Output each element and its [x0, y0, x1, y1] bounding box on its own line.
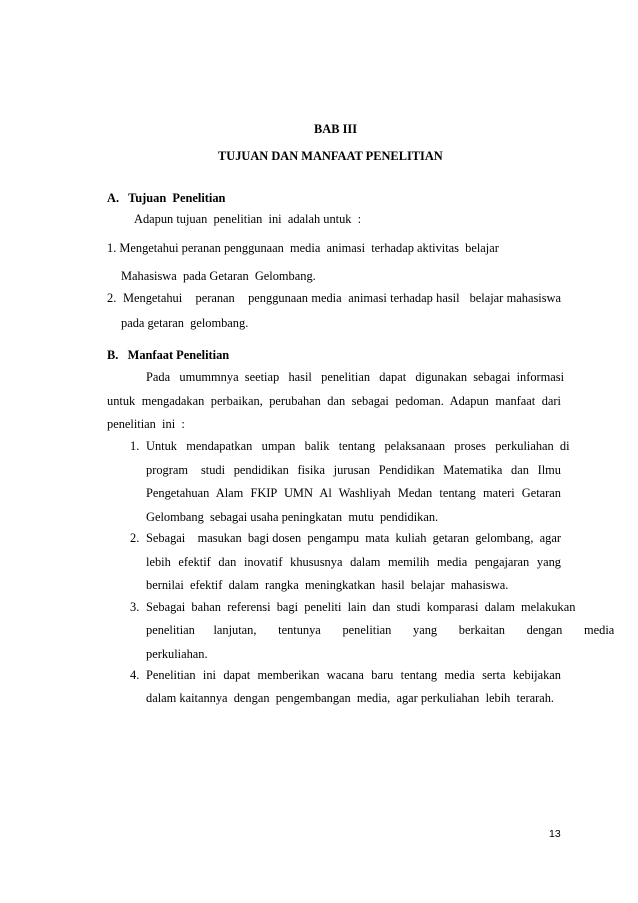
benefit-item-1-line-1: Untuk mendapatkan umpan balik tentang pelaksanaan proses perkuliahan di: [146, 439, 570, 453]
page-number: 13: [549, 828, 561, 840]
benefit-item-3-line-3: perkuliahan.: [146, 647, 208, 661]
section-b-heading: B. Manfaat Penelitian: [107, 348, 230, 362]
benefit-item-3-line-1: Sebagai bahan referensi bagi peneliti lain dan studi komparasi dalam melakukan: [146, 600, 576, 614]
goal-item-1-line-2: Mahasiswa pada Getaran Gelombang.: [121, 269, 316, 283]
chapter-title: TUJUAN DAN MANFAAT PENELITIAN: [218, 149, 443, 163]
goal-item-2-line-2: pada getaran gelombang.: [121, 316, 249, 330]
section-a-intro: Adapun tujuan penelitian ini adalah untuk :: [134, 212, 362, 226]
benefit-item-2-line-3: bernilai efektif dalam rangka meningkatkan hasil belajar mahasiswa.: [146, 578, 509, 592]
benefit-item-4-line-2: dalam kaitannya dengan pengembangan media, agar perkuliahan lebih terarah.: [146, 691, 555, 705]
chapter-number: BAB III: [314, 122, 358, 136]
benefit-item-1-line-3: Pengetahuan Alam FKIP UMN Al Washliyah Medan tentang materi Getaran: [146, 486, 561, 500]
goal-item-2-line-1: 2. Mengetahui peranan penggunaan media animasi terhadap hasil belajar mahasiswa: [107, 291, 561, 305]
benefit-item-1-line-2: program studi pendidikan fisika jurusan Pendidikan Matematika dan Ilmu: [146, 463, 561, 477]
section-b-intro-line-3: penelitian ini :: [107, 417, 185, 431]
benefit-item-3-number: 3.: [130, 600, 140, 614]
benefit-item-4-number: 4.: [130, 668, 140, 682]
section-b-intro-line-2: untuk mengadakan perbaikan, perubahan dan sebagai pedoman. Adapun manfaat dari: [107, 394, 561, 408]
benefit-item-1-line-4: Gelombang sebagai usaha peningkatan mutu pendidikan.: [146, 510, 439, 524]
section-a-heading: A. Tujuan Penelitian: [107, 191, 226, 205]
benefit-item-2-line-2: lebih efektif dan inovatif khususnya dalam memilih media pengajaran yang: [146, 555, 561, 569]
benefit-item-3-line-2: penelitian lanjutan, tentunya penelitian yang berkaitan dengan media: [146, 623, 615, 637]
benefit-item-4-line-1: Penelitian ini dapat memberikan wacana baru tentang media serta kebijakan: [146, 668, 561, 682]
benefit-item-1-number: 1.: [130, 439, 140, 453]
goal-item-1-line-1: 1. Mengetahui peranan penggunaan media animasi terhadap aktivitas belajar: [107, 241, 499, 255]
benefit-item-2-number: 2.: [130, 531, 140, 545]
benefit-item-2-line-1: Sebagai masukan bagi dosen pengampu mata kuliah getaran gelombang, agar: [146, 531, 561, 545]
section-b-intro-line-1: Pada umummnya seetiap hasil penelitian dapat digunakan sebagai informasi: [146, 370, 565, 384]
